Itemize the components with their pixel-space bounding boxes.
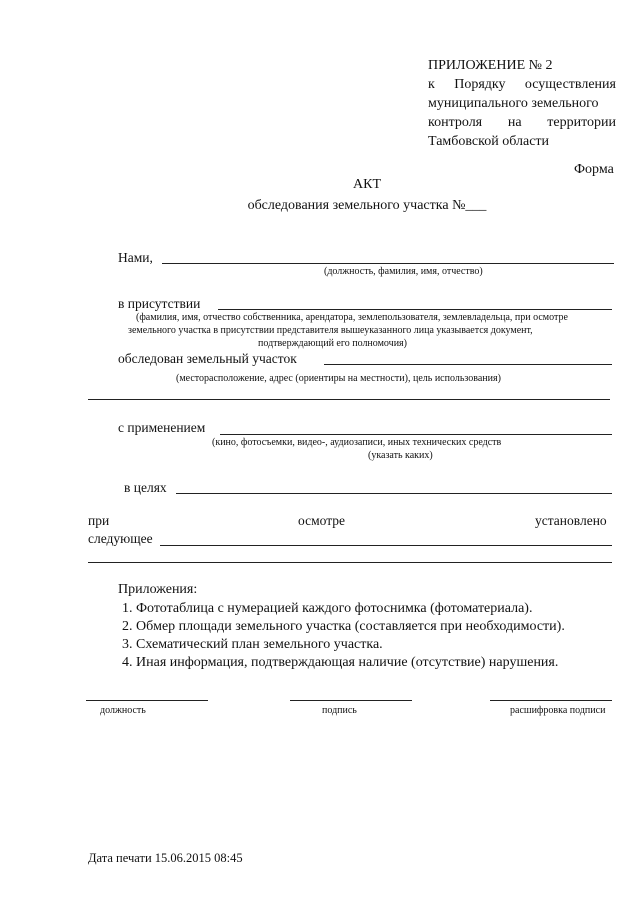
act-title: АКТ bbox=[353, 177, 381, 192]
inspection-word-2: осмотре bbox=[298, 513, 345, 528]
appendix-block bbox=[428, 56, 616, 151]
surveyed-label: обследован земельный участок bbox=[118, 351, 297, 366]
attachment-item: 1. Фототаблица с нумерацией каждого фотоснимка (фотоматериала). bbox=[122, 601, 533, 616]
inspection-word-3: установлено bbox=[535, 513, 607, 528]
surveyed-caption: (месторасположение, адрес (ориентиры на местности), цель использования) bbox=[176, 373, 501, 384]
appendix-word: территории bbox=[547, 115, 616, 130]
inspection-word-1: при bbox=[88, 513, 110, 528]
presence-line bbox=[218, 309, 612, 310]
print-date: Дата печати 15.06.2015 08:45 bbox=[88, 851, 243, 865]
following-line bbox=[160, 545, 612, 546]
using-caption-2: (указать каких) bbox=[368, 450, 433, 461]
presence-label: в присутствии bbox=[118, 296, 201, 311]
signature-caption: подпись bbox=[322, 705, 357, 716]
by-line bbox=[162, 263, 614, 264]
following-label: следующее bbox=[88, 531, 153, 546]
surveyed-line bbox=[324, 364, 612, 365]
attachment-item: 3. Схематический план земельного участка. bbox=[122, 637, 383, 652]
following-extra-line bbox=[88, 562, 612, 563]
appendix-word: осуществления bbox=[524, 77, 616, 92]
appendix-line-2: муниципального земельного bbox=[428, 96, 599, 111]
by-caption: (должность, фамилия, имя, отчество) bbox=[324, 266, 483, 277]
attachment-item: 4. Иная информация, подтверждающая наличие (отсутствие) нарушения. bbox=[122, 655, 559, 670]
position-caption: должность bbox=[100, 705, 146, 716]
appendix-word: к bbox=[428, 77, 435, 92]
decryption-caption: расшифровка подписи bbox=[510, 705, 606, 716]
presence-caption-3: подтверждающий его полномочия) bbox=[258, 338, 407, 349]
act-subtitle: обследования земельного участка №___ bbox=[247, 198, 487, 213]
surveyed-extra-line bbox=[88, 399, 610, 400]
purpose-label: в целях bbox=[124, 480, 167, 495]
decryption-line bbox=[490, 700, 612, 701]
appendix-word: контроля bbox=[428, 115, 483, 130]
purpose-line bbox=[176, 493, 612, 494]
position-line bbox=[86, 700, 208, 701]
appendix-word: на bbox=[507, 115, 522, 130]
using-line bbox=[220, 434, 612, 435]
presence-caption-1: (фамилия, имя, отчество собственника, арендатора, землепользователя, землевладельца, при осмотре bbox=[136, 312, 568, 323]
appendix-title: ПРИЛОЖЕНИЕ № 2 bbox=[428, 58, 553, 73]
appendix-line-3 bbox=[428, 113, 616, 132]
attachment-item: 2. Обмер площади земельного участка (составляется при необходимости). bbox=[122, 619, 565, 634]
attachments-title: Приложения: bbox=[118, 582, 198, 597]
using-label: с применением bbox=[118, 420, 206, 435]
appendix-word: Порядку bbox=[454, 77, 506, 92]
form-label: Форма bbox=[574, 162, 614, 177]
appendix-line-1 bbox=[428, 75, 616, 94]
appendix-line-4: Тамбовской области bbox=[428, 134, 550, 149]
using-caption-1: (кино, фотосъемки, видео-, аудиозаписи, иных технических средств bbox=[212, 437, 502, 448]
by-label: Нами, bbox=[118, 250, 153, 265]
presence-caption-2: земельного участка в присутствии представителя вышеуказанного лица указывается документ, bbox=[128, 325, 533, 336]
signature-line bbox=[290, 700, 412, 701]
